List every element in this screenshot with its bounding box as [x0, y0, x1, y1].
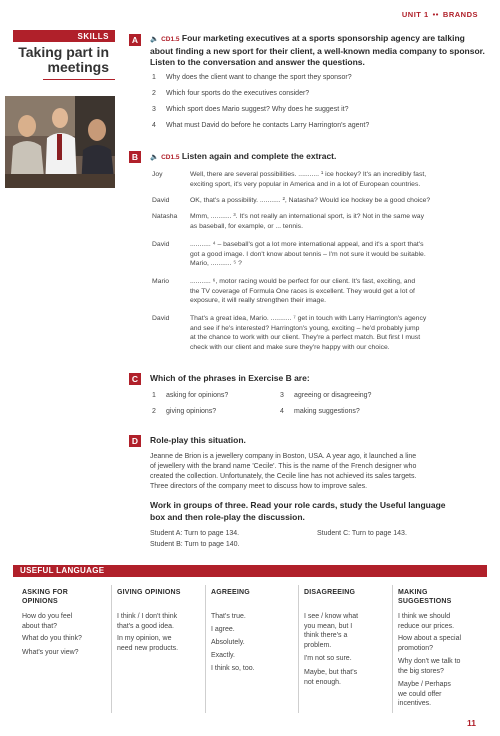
dialogue-line: OK, that's a possibility. ........... ², Natasha? Would ice hockey be a good choice?: [190, 197, 431, 204]
ul-phrase: I'm not so sure.: [304, 655, 352, 662]
ul-phrase: What's your view?: [22, 649, 79, 656]
ul-phrase: I see / know what you mean, but I think there's a problem.: [304, 613, 359, 649]
column-divider: [205, 585, 206, 713]
speaker-name: Natasha: [152, 213, 178, 220]
section-a-text: Four marketing executives at a sports sponsorship agency are talking about finding a new sport for their client, a well-known media company to sponsor. Listen to the conversation and answer the questions.: [150, 33, 485, 67]
section-b-text: Listen again and complete the extract.: [181, 151, 337, 161]
section-b-letter: B: [129, 151, 141, 163]
roleplay-task: Work in groups of three. Read your role cards, study the Useful language box and then role-play the discussion.: [150, 500, 446, 522]
ul-phrase: I think we should reduce our prices.: [398, 613, 455, 630]
dialogue-line: ........... ⁴ – baseball's got a lot more international appeal, and it's a sport that's got a good image. I don't know about tennis – I'm not sure it would be suitable. Mario, ........... ⁵ ?: [190, 241, 426, 268]
cd-track: CD1.5: [161, 154, 180, 161]
ul-phrase: I think so, too.: [211, 665, 255, 672]
ul-phrase: Why don't we talk to the big stores?: [398, 658, 461, 675]
ul-phrase: Maybe, but that's not enough.: [304, 669, 358, 686]
page-number: 11: [467, 718, 476, 728]
ul-heading-giving: GIVING OPINIONS: [117, 589, 181, 596]
question-2: 2 Which four sports do the executives consider?: [152, 90, 310, 97]
speaker-name: David: [152, 197, 170, 204]
ul-heading-asking: ASKING FOR OPINIONS: [22, 589, 68, 605]
ul-phrase: I think / I don't think that's a good idea.: [117, 613, 178, 630]
unit-label: UNIT 1: [401, 10, 429, 19]
skills-tab: SKILLS: [13, 30, 115, 42]
scenario-paragraph: Jeanne de Brion is a jewellery company in Boston, USA. A year ago, it launched a line of jewellery with the brand name 'Cecile'. This is the name of the French designer who created the collection. Unfortunately, the Cecile line has not achieved its sales targets. Three directors of the company meet to discuss how to improve sales.: [150, 453, 417, 490]
column-divider: [298, 585, 299, 713]
ul-phrase: That's true.: [211, 613, 246, 620]
ul-phrase: In my opinion, we need new products.: [117, 635, 179, 652]
phrase-item: 1 asking for opinions?: [152, 392, 229, 399]
section-d-letter: D: [129, 435, 141, 447]
ul-phrase: Exactly.: [211, 652, 235, 659]
ul-phrase: I agree.: [211, 626, 235, 633]
section-a-instruction: [150, 33, 486, 69]
section-a-letter: A: [129, 34, 141, 46]
phrase-item: 2 giving opinions?: [152, 408, 217, 415]
ul-phrase: What do you think?: [22, 635, 82, 642]
ul-heading-disagreeing: DISAGREEING: [304, 589, 356, 596]
dialogue-line: Mmm, ........... ³. It's not really an international sport, is it? Not in the same way as baseball, for example, or ... tennis.: [190, 213, 424, 230]
meeting-photo: [5, 96, 115, 188]
ul-phrase: Maybe / Perhaps we could offer incentives.: [398, 681, 451, 707]
skills-box: [13, 30, 115, 80]
dialogue-line: ........... ⁶, motor racing would be perfect for our client. It's fast, exciting, and the TV coverage of Formula One races is excellent. They would get a lot of exposure, it will really strengthen their image.: [190, 278, 416, 305]
dialogue-line: Well, there are several possibilities. ........... ¹ ice hockey? It's an incredibly fast, exciting sport, it's very popular in America and in a lot of European countries.: [190, 171, 427, 188]
dialogue-line: That's a great idea, Mario. ........... ⁷ get in touch with Larry Harrington's agency and see if he's interested? Harrington's young, exciting – he'd probably jump at the chance to work with our client. They're a perfect match. But first I must check with our client and make sure they're happy with our choice.: [190, 315, 427, 351]
phrase-item: 4 making suggestions?: [280, 408, 360, 415]
question-1: 1 Why does the client want to change the sport they sponsor?: [152, 74, 352, 81]
unit-topic: BRANDS: [442, 10, 478, 19]
speaker-icon: 🔈: [150, 154, 159, 161]
ul-phrase: How do you feel about that?: [22, 613, 73, 630]
skills-title: [13, 45, 115, 75]
ul-heading-suggestions: MAKING SUGGESTIONS: [398, 589, 452, 605]
phrase-item: 3 agreeing or disagreeing?: [280, 392, 372, 399]
section-d-instruction: Role-play this situation.: [150, 435, 246, 445]
header-separator: ••: [432, 10, 439, 19]
skills-title-line1: Taking part in: [18, 44, 109, 60]
ul-heading-agreeing: AGREEING: [211, 589, 250, 596]
question-3: 3 Which sport does Mario suggest? Why does he suggest it?: [152, 106, 349, 113]
column-divider: [392, 585, 393, 713]
speaker-icon: 🔈: [150, 36, 159, 43]
student-c-page: Student C: Turn to page 143.: [317, 530, 407, 537]
question-4: 4 What must David do before he contacts Larry Harrington's agent?: [152, 122, 370, 129]
cd-track: CD1.5: [161, 36, 180, 43]
section-b-instruction: [150, 151, 486, 164]
speaker-name: Mario: [152, 278, 169, 285]
speaker-name: David: [152, 315, 170, 322]
speaker-name: Joy: [152, 171, 163, 178]
skills-rule: [43, 79, 115, 80]
skills-title-line2: meetings: [47, 59, 109, 75]
useful-language-title: USEFUL LANGUAGE: [20, 566, 105, 575]
student-b-page: Student B: Turn to page 140.: [150, 541, 240, 548]
column-divider: [111, 585, 112, 713]
speaker-name: David: [152, 241, 170, 248]
running-header: [402, 10, 478, 19]
section-c-letter: C: [129, 373, 141, 385]
ul-phrase: Absolutely.: [211, 639, 245, 646]
ul-phrase: How about a special promotion?: [398, 635, 462, 652]
section-c-instruction: Which of the phrases in Exercise B are:: [150, 373, 310, 383]
student-a-page: Student A: Turn to page 134.: [150, 530, 240, 537]
